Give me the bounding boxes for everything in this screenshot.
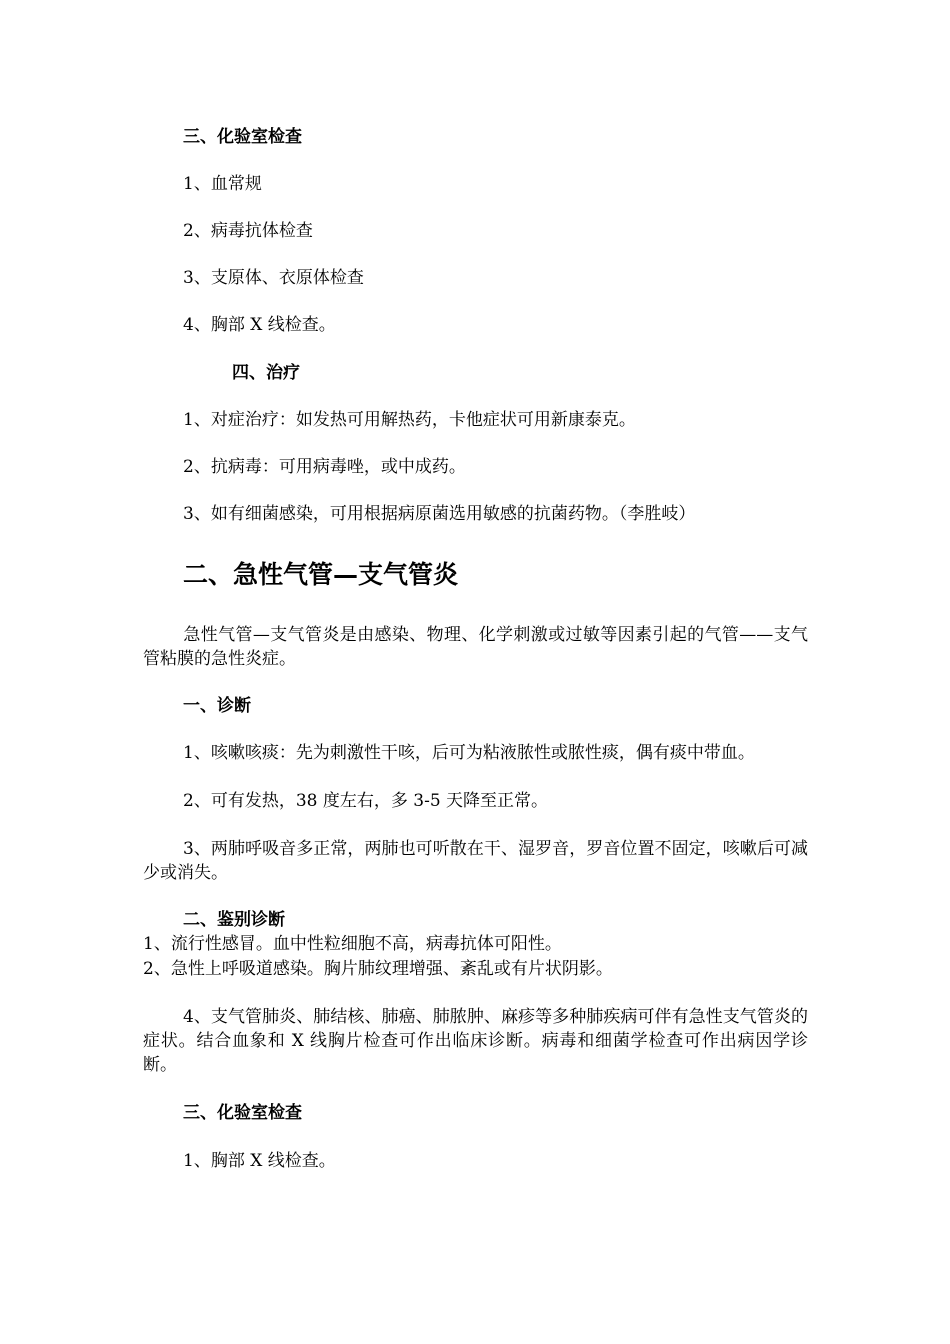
treatment-item: 2、抗病毒：可用病毒唑，或中成药。 — [183, 457, 466, 477]
differential-item — [143, 1005, 808, 1077]
differential-item-text: 4、支气管肺炎、肺结核、肺癌、肺脓肿、麻疹等多种肺疾病可伴有急性支气管炎的症状。结合血象和 X 线胸片检查可作出临床诊断。病毒和细菌学检查可作出病因学诊断。 — [143, 1007, 808, 1075]
diagnosis-item: 1、咳嗽咳痰：先为刺激性干咳，后可为粘液脓性或脓性痰，偶有痰中带血。 — [183, 743, 755, 763]
lab-tests-heading-2: 三、化验室检查 — [183, 1103, 302, 1123]
lab-test-item: 1、胸部 X 线检查。 — [183, 1151, 336, 1171]
treatment-item: 1、对症治疗：如发热可用解热药，卡他症状可用新康泰克。 — [183, 410, 636, 430]
lab-test-item: 4、胸部 X 线检查。 — [183, 315, 336, 335]
intro-text: 急性气管—支气管炎是由感染、物理、化学刺激或过敏等因素引起的气管——支气管粘膜的急性炎症。 — [143, 625, 808, 669]
treatment-heading: 四、治疗 — [232, 363, 300, 383]
diagnosis-item: 2、可有发热，38 度左右，多 3-5 天降至正常。 — [183, 791, 549, 811]
intro-paragraph — [143, 623, 808, 671]
lab-test-item: 3、支原体、衣原体检查 — [183, 268, 364, 288]
lab-test-item: 1、血常规 — [183, 174, 262, 194]
differential-diagnosis-heading: 二、鉴别诊断 — [183, 910, 285, 930]
lab-tests-heading: 三、化验室检查 — [183, 127, 302, 147]
diagnosis-item — [143, 837, 808, 885]
lab-test-item: 2、病毒抗体检查 — [183, 221, 313, 241]
differential-item: 1、流行性感冒。血中性粒细胞不高，病毒抗体可阳性。 — [143, 934, 562, 954]
differential-item: 2、急性上呼吸道感染。胸片肺纹理增强、紊乱或有片状阴影。 — [143, 959, 613, 979]
section-title: 二、急性气管—支气管炎 — [183, 560, 459, 589]
treatment-item: 3、如有细菌感染，可用根据病原菌选用敏感的抗菌药物。（李胜岐） — [183, 504, 696, 524]
diagnosis-item-text: 3、两肺呼吸音多正常，两肺也可听散在干、湿罗音，罗音位置不固定，咳嗽后可减少或消失。 — [143, 839, 808, 883]
diagnosis-heading: 一、诊断 — [183, 696, 251, 716]
